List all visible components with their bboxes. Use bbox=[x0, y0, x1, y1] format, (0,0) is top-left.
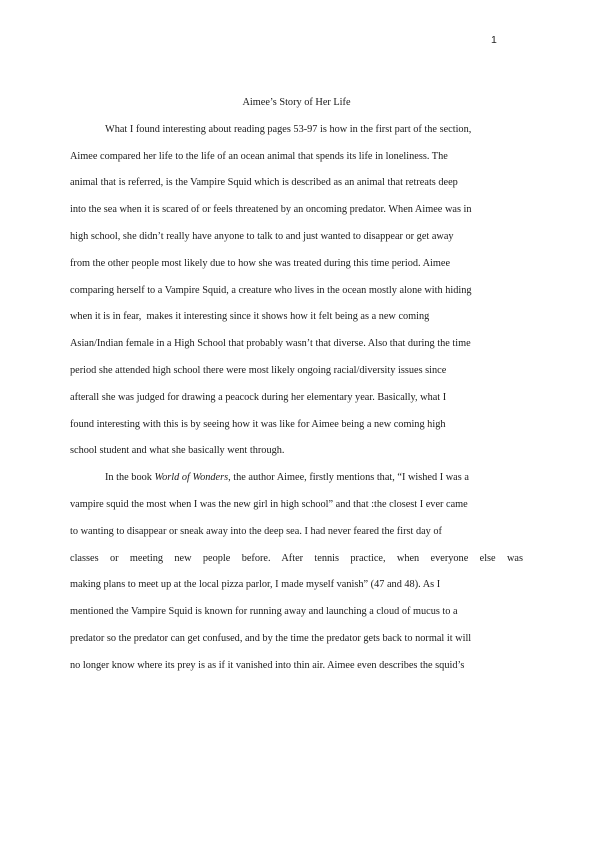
paragraph-line: comparing herself to a Vampire Squid, a creature who lives in the ocean mostly alone with hiding bbox=[70, 284, 472, 296]
line-text: In the book bbox=[105, 472, 155, 484]
paragraph-line: What I found interesting about reading pages 53-97 is how in the first part of the section, bbox=[105, 123, 472, 135]
book-title: World of Wonders bbox=[154, 472, 229, 484]
document-body bbox=[70, 90, 523, 680]
paragraph-line: mentioned the Vampire Squid is known for running away and launching a cloud of mucus to a bbox=[70, 606, 458, 618]
paragraph-line: afterall she was judged for drawing a peacock during her elementary year. Basically, what I bbox=[70, 391, 447, 403]
page-number: 1 bbox=[491, 34, 497, 46]
paragraph-1 bbox=[70, 117, 523, 465]
paragraph-line: found interesting with this is by seeing how it was like for Aimee being a new coming high bbox=[70, 418, 446, 430]
paragraph-line: to wanting to disappear or sneak away into the deep sea. I had never feared the first day of bbox=[70, 525, 442, 537]
paragraph-line: Aimee compared her life to the life of an ocean animal that spends its life in loneliness. The bbox=[70, 150, 448, 162]
paragraph-line: vampire squid the most when I was the new girl in high school” and that :the closest I ever came bbox=[70, 498, 468, 510]
paragraph-line: when it is in fear, makes it interesting since it shows how it felt being as a new coming bbox=[70, 311, 430, 323]
line-text: , the author Aimee, firstly mentions that, “I wished I was a bbox=[228, 472, 469, 484]
paragraph-line: predator so the predator can get confused, and by the time the predator gets back to normal it will bbox=[70, 632, 472, 644]
paragraph-2 bbox=[70, 465, 523, 679]
paragraph-line: high school, she didn’t really have anyone to talk to and just wanted to disappear or get away bbox=[70, 230, 454, 242]
paragraph-line: into the sea when it is scared of or feels threatened by an oncoming predator. When Aimee was in bbox=[70, 204, 472, 216]
paragraph-line: period she attended high school there were most likely ongoing racial/diversity issues since bbox=[70, 364, 447, 376]
paragraph-line: making plans to meet up at the local pizza parlor, I made myself vanish” (47 and 48). As I bbox=[70, 579, 441, 591]
paragraph-line: Asian/Indian female in a High School that probably wasn’t that diverse. Also that during the time bbox=[70, 338, 471, 350]
paragraph-line: school student and what she basically went through. bbox=[70, 445, 285, 457]
paragraph-line: no longer know where its prey is as if it vanished into thin air. Aimee even describes the squid’s bbox=[70, 659, 465, 671]
paragraph-line: classes or meeting new people before. After tennis practice, when everyone else was bbox=[70, 552, 523, 564]
document-title: Aimee’s Story of Her Life bbox=[242, 97, 351, 108]
paragraph-line bbox=[70, 465, 523, 492]
paragraph-line: animal that is referred, is the Vampire Squid which is described as an animal that retreats deep bbox=[70, 177, 458, 189]
paragraph-line: from the other people most likely due to how she was treated during this time period. Aimee bbox=[70, 257, 451, 269]
